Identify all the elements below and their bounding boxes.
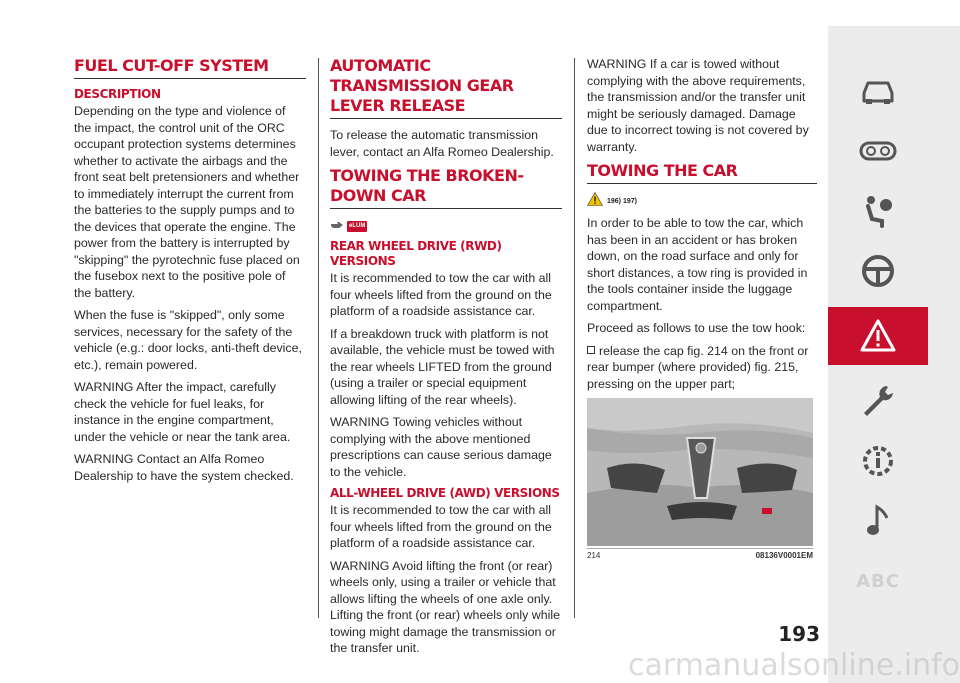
watermark: carmanualsonline.info: [628, 648, 960, 683]
elum-indicator: [330, 217, 562, 235]
settings-info-icon: [858, 441, 898, 481]
column-fuel-cutoff: [74, 56, 306, 490]
elum-badge: eLUM: [347, 221, 367, 232]
subsection-heading: REAR WHEEL DRIVE (RWD) VERSIONS: [330, 239, 502, 268]
bullet-text: release the cap fig. 214 on the front or rear bumper (where provided) fig. 215, pressing on the upper part;: [587, 343, 809, 391]
column-transmission-towing: [330, 56, 562, 663]
page-number: 193: [778, 622, 820, 646]
warning-triangle-icon: [587, 192, 603, 211]
wrench-icon: [858, 381, 898, 421]
sidebar-item-safety[interactable]: [828, 182, 928, 240]
sidebar-item-technical-data[interactable]: [828, 432, 928, 490]
sidebar-item-car[interactable]: [828, 62, 928, 120]
warning-refs: 196) 197): [607, 198, 637, 205]
warning-paragraph: WARNING After the impact, carefully check the vehicle for fuel leaks, for instance in the engine compartment, under the vehicle or near the tank area.: [74, 380, 291, 444]
column-divider: [574, 58, 575, 618]
column-towing-car: [587, 56, 817, 560]
sidebar-item-multimedia[interactable]: [828, 492, 928, 550]
warning-reference: [587, 192, 817, 211]
figure-car-front-bumper: [587, 398, 813, 546]
airbag-person-icon: [858, 191, 898, 231]
dashboard-gauges-icon: [858, 131, 898, 171]
sidebar-item-index[interactable]: [828, 552, 928, 610]
column-divider: [318, 58, 319, 618]
warning-paragraph: WARNING If a car is towed without complying with the above requirements, the transmission and/or the transfer unit might be seriously damaged. Damage due to incorrect towing is not covered by warranty.: [587, 57, 809, 154]
section-heading: AUTOMATIC TRANSMISSION GEAR LEVER RELEASE: [330, 56, 562, 119]
figure-number: 214: [587, 551, 601, 560]
checkbox-bullet-icon: [587, 346, 595, 354]
sidebar-item-maintenance[interactable]: [828, 372, 928, 430]
figure-caption: [587, 548, 813, 560]
warning-paragraph: WARNING Towing vehicles without complying with the above mentioned prescriptions can cause serious damage to the vehicle.: [330, 415, 552, 479]
subsection-heading: DESCRIPTION: [74, 87, 161, 101]
warning-triangle-icon: [858, 316, 898, 356]
sidebar-item-driving[interactable]: [828, 242, 928, 300]
subsection-heading: ALL-WHEEL DRIVE (AWD) VERSIONS: [330, 486, 560, 500]
sidebar-item-dashboard[interactable]: [828, 122, 928, 180]
index-abc-label: ABC: [856, 570, 900, 592]
car-front-illustration: [587, 398, 813, 546]
paragraph: To release the automatic transmission lever, contact an Alfa Romeo Dealership.: [330, 128, 554, 159]
paragraph: In order to be able to tow the car, which has been in an accident or has broken down, on the road surface and only for short distances, a tow ring is provided in the tools container inside the luggage compartment.: [587, 216, 808, 313]
paragraph: Proceed as follows to use the tow hook:: [587, 321, 806, 335]
steering-wheel-icon: [858, 251, 898, 291]
paragraph: It is recommended to tow the car with all four wheels lifted from the ground on the platform of a roadside assistance car.: [330, 271, 552, 318]
section-heading: TOWING THE BROKEN-DOWN CAR: [330, 166, 562, 209]
paragraph: If a breakdown truck with platform is not available, the vehicle must be towed with the rear wheels LIFTED from the ground (using a trailer or special equipment allowing lifting of the rear wheels).: [330, 326, 555, 407]
figure-code: 08136V0001EM: [755, 551, 813, 560]
section-heading: FUEL CUT-OFF SYSTEM: [74, 56, 306, 79]
section-heading: TOWING THE CAR: [587, 161, 817, 184]
paragraph: When the fuse is "skipped", only some services, necessary for the safety of the vehicle (e.g.: door locks, anti-theft device, etc.), remain powered.: [74, 308, 302, 372]
pointing-hand-icon: [330, 217, 344, 235]
paragraph: Depending on the type and violence of the impact, the control unit of the ORC occupant protection systems determines whether to activate the airbags and the front seat belt pretensioners and whether to immediately interrupt the current from the batteries to the supply pumps and to the devices that operate the engine. The power from the battery is interrupted by "skipping" the pyrotechnic fuse placed on the fusebox next to the positive pole of the battery.: [74, 104, 300, 300]
car-icon: [858, 71, 898, 111]
music-note-icon: [858, 501, 898, 541]
paragraph: It is recommended to tow the car with all four wheels lifted from the ground on the platform of a roadside assistance car.: [330, 503, 552, 550]
warning-paragraph: WARNING Avoid lifting the front (or rear) wheels only, using a trailer or vehicle that allows lifting the wheels of one axle only. Lifting the front (or rear) wheels only while towing might damage the transmission or the transfer unit.: [330, 558, 561, 655]
chapter-sidebar: [828, 26, 960, 683]
sidebar-item-emergency[interactable]: [828, 307, 928, 365]
warning-paragraph: WARNING Contact an Alfa Romeo Dealership to have the system checked.: [74, 452, 294, 483]
bullet-item: [587, 343, 817, 393]
